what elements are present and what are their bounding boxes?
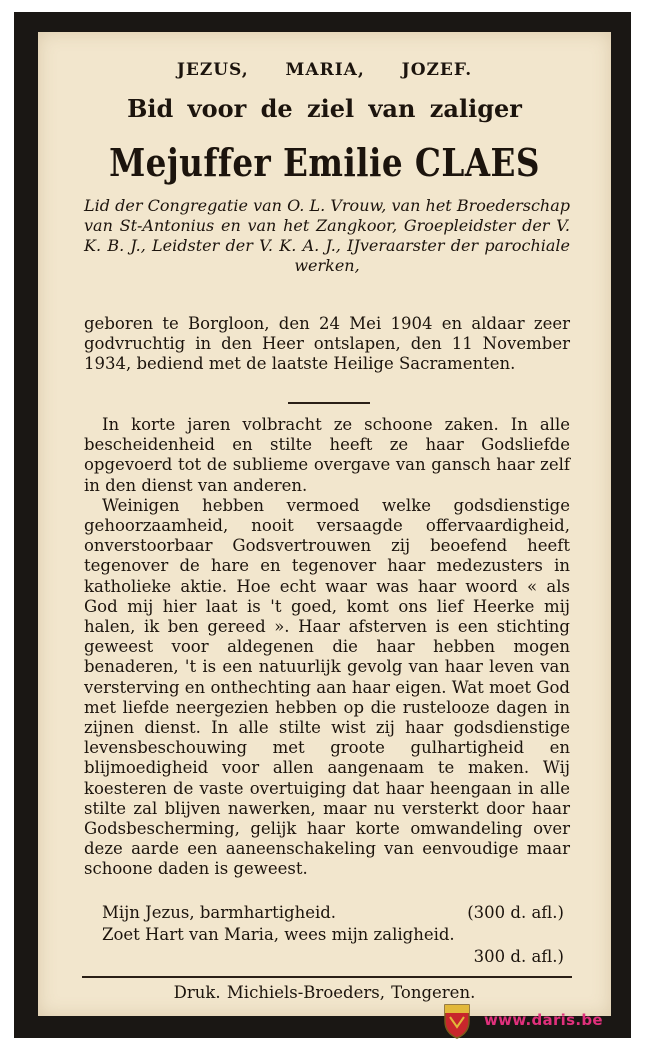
prayer-line-1 — [102, 903, 564, 923]
eulogy-paragraph-2: Weinigen hebben vermoed welke godsdienstige gehoorzaamheid, nooit versaagde offervaardigheid, onverstoorbaar Godsvertrouwen zij beoefend heeft tegenover de hare en tegenover haar medezusters in katholieke aktie. Hoe echt waar was haar woord « als God mij hier laat is 't goed, komt ons lief Heerke mij halen, ik ben gereed ». Haar afsterven is een stichting geweest voor aldegenen die haar hebben mogen benaderen, 't is een natuurlijk gevolg van haar leven van versterving en onthechting aan haar eigen. Wat moet God met liefde neergezien hebben op die rustelooze dagen in zijnen dienst. In alle stilte wist zij haar godsdienstige levensbeschouwing met groote gulhartigheid en blijmoedigheid voor allen aangenaam te maken. Wij koesteren de vaste overtuiging dat haar heengaan in alle stilte zal blijven nawerken, maar nu versterkt door haar Godsbescherming, gelijk haar korte omwandeling over deze aarde een aaneenschakeling van eenvoudige maar schoone daden is geweest. — [84, 495, 570, 879]
printer-credit: Druk. Michiels-Broeders, Tongeren. — [173, 983, 476, 1002]
eulogy — [84, 415, 570, 880]
watermark: www.daris.be — [484, 1011, 603, 1029]
prayer-line-1-indulgence: (300 d. afl.) — [467, 903, 564, 922]
eulogy-paragraph-1: In korte jaren volbracht ze schoone zaken. In alle bescheidenheid en stilte heeft ze haar Godsliefde opgevoerd tot de sublieme overgave van gansch haar zelf in den dienst van anderen. — [84, 415, 570, 495]
invocation-line: JEZUS, MARIA, JOZEF. — [176, 60, 473, 80]
divider — [288, 402, 370, 404]
memorial-card — [38, 32, 611, 1016]
prayer-intro: Bid voor de ziel van zaliger — [127, 94, 522, 123]
prayer-line-1-text: Mijn Jezus, barmhartigheid. — [102, 903, 337, 922]
birth-death-text: geboren te Borgloon, den 24 Mei 1904 en aldaar zeer godvruchtig in den Heer ontslapen, den 11 November 1934, bediend met de laatste Heilige Sacramenten. — [84, 314, 570, 373]
crest-icon — [442, 1001, 472, 1039]
roles-text: Lid der Congregatie van O. L. Vrouw, van het Broederschap van St-Antonius en van het Zangkoor, Groepleidster der V. K. B. J., Leidster der V. K. A. J., IJveraarster der parochiale werken, — [84, 196, 570, 275]
prayer-line-2-indulgence: 300 d. afl.) — [473, 947, 564, 966]
bottom-divider — [82, 976, 572, 978]
prayer-line-2-text: Zoet Hart van Maria, wees mijn zaligheid. — [102, 925, 455, 944]
deceased-name: Mejuffer Emilie CLAES — [109, 140, 540, 185]
